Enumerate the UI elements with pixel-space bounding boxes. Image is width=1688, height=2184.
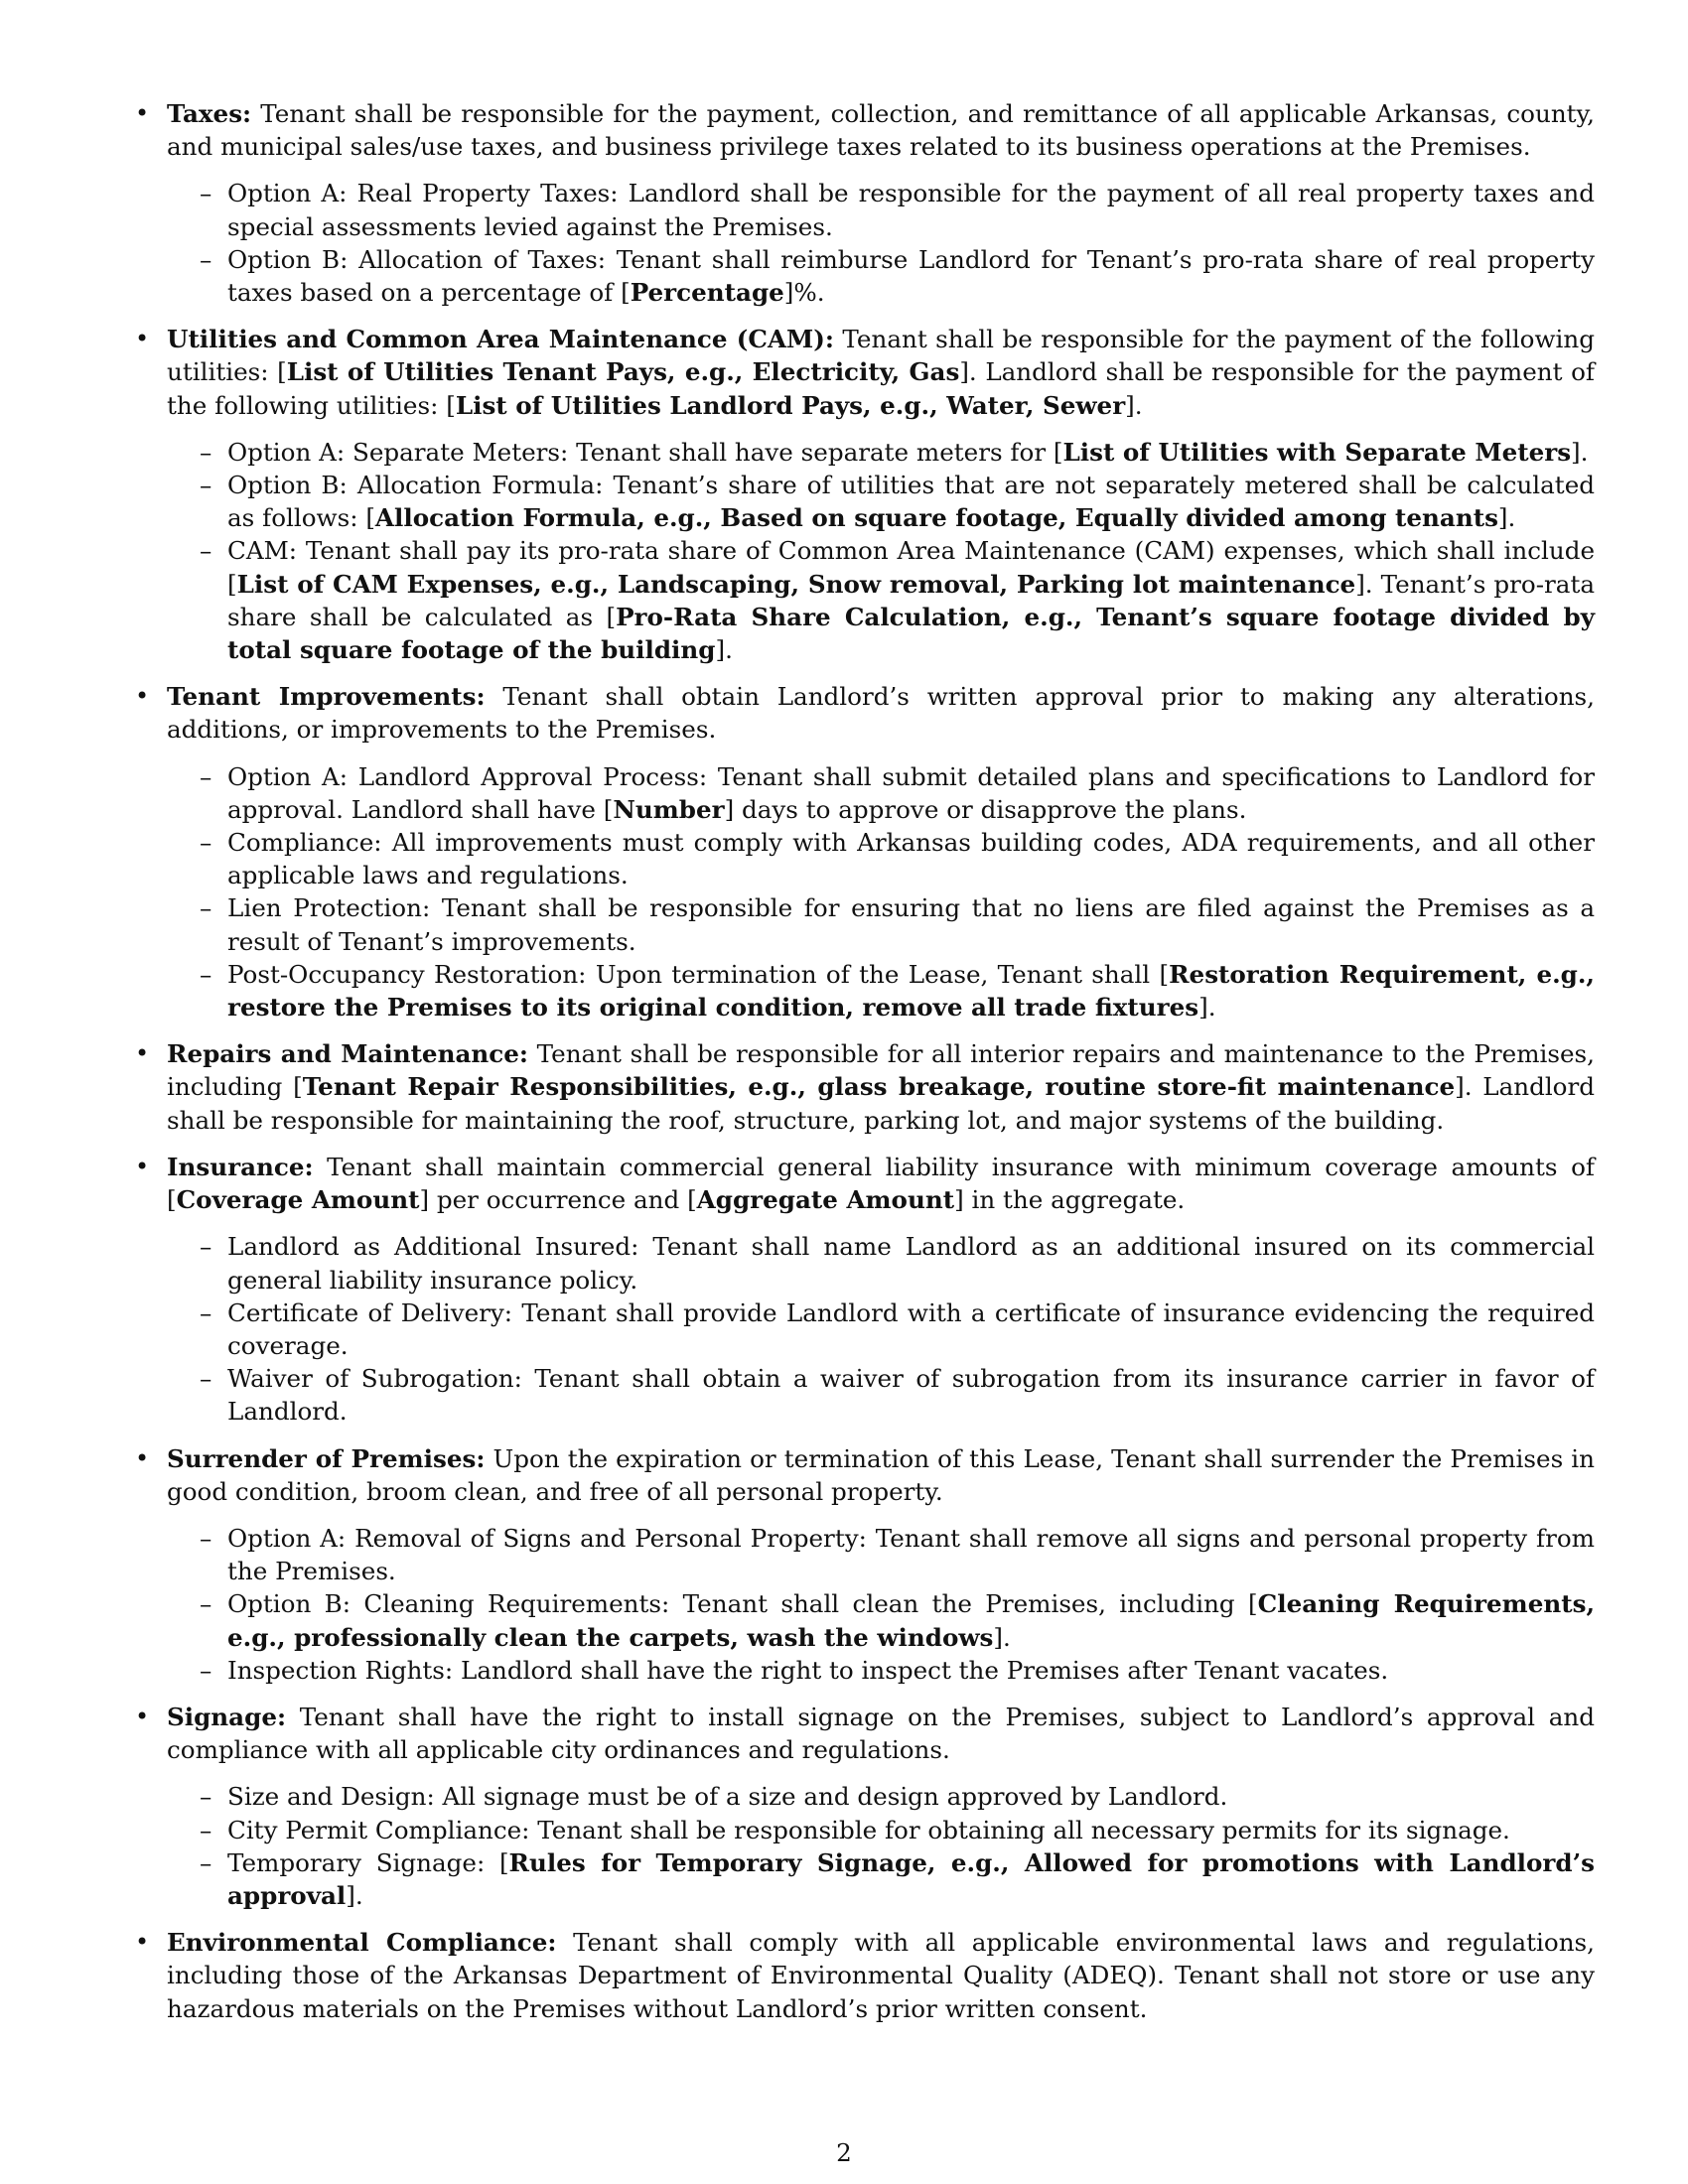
dash-icon: –: [200, 1364, 212, 1394]
dash-icon: –: [200, 179, 212, 208]
sub-list: [167, 177, 1595, 309]
sub-item: [167, 1654, 1595, 1687]
sub-item: [167, 534, 1595, 666]
text-run: ].: [1497, 503, 1516, 533]
sub-item: [167, 1814, 1595, 1846]
section-heading: Environmental Compliance:: [167, 1928, 557, 1958]
dash-icon: –: [200, 1523, 212, 1553]
section-item: [135, 323, 1595, 666]
section-item: [135, 1442, 1596, 1687]
text-run: ]. Landlord shall be responsible for the payment of the following utilities: [: [167, 357, 1595, 420]
dash-icon: –: [200, 1782, 212, 1812]
text-run: Inspection Rights: Landlord shall have the right to inspect the Premises after Tenant vacates.: [227, 1655, 1389, 1685]
dash-icon: –: [200, 828, 212, 858]
sub-item: [167, 1846, 1595, 1912]
text-run: Lien Protection: Tenant shall be responsible for ensuring that no liens are filed against the Premises as a result of Tenant’s improvements.: [227, 893, 1595, 956]
placeholder-field: Aggregate Amount: [696, 1185, 955, 1215]
dash-icon: –: [200, 536, 212, 566]
sub-list: [167, 1780, 1595, 1912]
placeholder-field: Tenant Repair Responsibilities, e.g., glass breakage, routine store-fit maintenance: [302, 1072, 1456, 1102]
placeholder-field: Pro-Rata Share Calculation, e.g., Tenant’s square footage divided by total square footage of the building: [227, 602, 1595, 665]
section-heading: Utilities and Common Area Maintenance (CAM):: [167, 325, 834, 354]
section-paragraph: [167, 97, 1595, 163]
text-run: Landlord as Additional Insured: Tenant shall name Landlord as an additional insured on its commercial general liability insurance policy.: [227, 1232, 1595, 1295]
text-run: Tenant shall obtain Landlord’s written approval prior to making any alterations, additions, or improvements to the Premises.: [167, 682, 1595, 745]
section-item: [135, 1151, 1595, 1429]
sub-item: [167, 243, 1595, 309]
text-run: Option B: Allocation Formula: Tenant’s share of utilities that are not separately metered shall be calculated as follows: [: [227, 471, 1595, 533]
dash-icon: –: [200, 761, 212, 791]
text-run: ].: [1125, 390, 1143, 420]
text-run: Option B: Allocation of Taxes: Tenant shall reimburse Landlord for Tenant’s pro-rata share of real property taxes based on a percentage of [: [227, 244, 1595, 308]
bullet-icon: •: [135, 682, 150, 711]
dash-icon: –: [200, 244, 212, 274]
text-run: Waiver of Subrogation: Tenant shall obtain a waiver of subrogation from its insurance carrier in favor of Landlord.: [227, 1364, 1595, 1427]
dash-icon: –: [200, 1589, 212, 1619]
dash-icon: –: [200, 471, 212, 500]
bullet-icon: •: [135, 325, 150, 353]
bullet-icon: •: [135, 1443, 150, 1472]
text-run: CAM: Tenant shall pay its pro-rata share of Common Area Maintenance (CAM) expenses, which shall include [: [227, 536, 1595, 599]
placeholder-field: List of Utilities with Separate Meters: [1062, 437, 1572, 467]
section-item: [135, 1037, 1595, 1137]
sub-item: [167, 1230, 1595, 1296]
text-run: Tenant shall be responsible for the payment, collection, and remittance of all applicable Arkansas, county, and municipal sales/use taxes, and business privilege taxes related to its business operations at the Premises.: [167, 99, 1595, 162]
placeholder-field: Cleaning Requirements, e.g., professionally clean the carpets, wash the windows: [227, 1589, 1596, 1652]
placeholder-field: Percentage: [630, 278, 784, 308]
section-item: [135, 97, 1595, 309]
sub-item: [167, 436, 1595, 469]
section-heading: Repairs and Maintenance:: [167, 1039, 528, 1069]
section-item: [135, 1926, 1596, 2025]
text-run: City Permit Compliance: Tenant shall be responsible for obtaining all necessary permits for its signage.: [227, 1815, 1510, 1844]
placeholder-field: List of Utilities Landlord Pays, e.g., Water, Sewer: [455, 390, 1126, 420]
section-paragraph: [167, 680, 1595, 746]
sub-item: [167, 1780, 1595, 1813]
sub-list: [167, 436, 1595, 666]
dash-icon: –: [200, 1232, 212, 1262]
section-paragraph: [167, 1151, 1595, 1216]
sub-item: [167, 891, 1595, 957]
sub-item: [167, 469, 1595, 534]
placeholder-field: Coverage Amount: [176, 1185, 420, 1215]
text-run: ].: [1198, 993, 1216, 1023]
sub-item: [167, 1297, 1595, 1362]
page-number: 2: [836, 2138, 852, 2167]
bullet-icon: •: [135, 1702, 150, 1730]
text-run: Temporary Signage: [: [227, 1847, 509, 1877]
document-body: [135, 97, 1596, 2039]
text-run: Post-Occupancy Restoration: Upon termination of the Lease, Tenant shall [: [227, 959, 1170, 989]
text-run: Tenant shall be responsible for all interior repairs and maintenance to the Premises, including [: [167, 1039, 1595, 1102]
text-run: Option A: Removal of Signs and Personal Property: Tenant shall remove all signs and personal property from the Premises.: [227, 1523, 1595, 1586]
text-run: ].: [715, 635, 733, 665]
section-paragraph: [167, 1442, 1595, 1508]
dash-icon: –: [200, 959, 212, 989]
text-run: Tenant shall have the right to install signage on the Premises, subject to Landlord’s approval and compliance with all applicable city ordinances and regulations.: [167, 1702, 1595, 1765]
section-paragraph: [167, 1701, 1595, 1766]
text-run: ].: [346, 1880, 363, 1910]
dash-icon: –: [200, 437, 212, 467]
placeholder-field: Number: [613, 794, 725, 824]
text-run: ] per occurrence and [: [419, 1185, 697, 1215]
bullet-icon: •: [135, 1928, 150, 1957]
sub-item: [167, 958, 1595, 1024]
text-run: Tenant shall be responsible for the payment of the following utilities: [: [167, 325, 1595, 387]
text-run: Option A: Separate Meters: Tenant shall have separate meters for [: [227, 437, 1063, 467]
text-run: Certificate of Delivery: Tenant shall provide Landlord with a certificate of insurance evidencing the required coverage.: [227, 1297, 1595, 1360]
sub-item: [167, 1362, 1595, 1428]
bullet-icon: •: [135, 1152, 150, 1180]
section-item: [135, 1701, 1595, 1912]
text-run: Upon the expiration or termination of this Lease, Tenant shall surrender the Premises in good condition, broom clean, and free of all personal property.: [167, 1443, 1595, 1506]
dash-icon: –: [200, 1847, 212, 1877]
dash-icon: –: [200, 1297, 212, 1327]
sub-item: [167, 1522, 1595, 1587]
placeholder-field: Allocation Formula, e.g., Based on square footage, Equally divided among tenants: [374, 503, 1498, 533]
sub-item: [167, 760, 1595, 826]
placeholder-field: Rules for Temporary Signage, e.g., Allowed for promotions with Landlord’s approval: [227, 1847, 1595, 1910]
sub-item: [167, 177, 1595, 242]
text-run: Option B: Cleaning Requirements: Tenant shall clean the Premises, including [: [227, 1589, 1258, 1619]
text-run: ] days to approve or disapprove the plans.: [724, 794, 1247, 824]
placeholder-field: Restoration Requirement, e.g., restore the Premises to its original condition, remove all trade fixtures: [227, 959, 1595, 1023]
text-run: ]%.: [783, 278, 825, 308]
bullet-icon: •: [135, 1039, 150, 1068]
text-run: Option A: Landlord Approval Process: Tenant shall submit detailed plans and specifications to Landlord for approval. Landlord shall have [: [227, 761, 1595, 824]
text-run: ].: [1571, 437, 1589, 467]
sub-list: [167, 1230, 1595, 1428]
text-run: Tenant shall comply with all applicable environmental laws and regulations, including those of the Arkansas Department of Environmental Quality (ADEQ). Tenant shall not store or use any hazardous materials on the Premises without Landlord’s prior written consent.: [167, 1928, 1596, 2023]
text-run: ] in the aggregate.: [954, 1185, 1186, 1215]
section-paragraph: [167, 323, 1595, 422]
section-heading: Tenant Improvements:: [167, 682, 486, 712]
dash-icon: –: [200, 893, 212, 923]
section-heading: Insurance:: [167, 1152, 314, 1181]
section-heading: Signage:: [167, 1702, 287, 1731]
sub-item: [167, 1587, 1595, 1653]
section-item: [135, 680, 1595, 1024]
section-paragraph: [167, 1926, 1595, 2025]
text-run: Tenant shall maintain commercial general liability insurance with minimum coverage amounts of [: [167, 1152, 1595, 1215]
sub-list: [167, 1522, 1595, 1687]
placeholder-field: List of CAM Expenses, e.g., Landscaping, Snow removal, Parking lot maintenance: [236, 569, 1356, 599]
section-heading: Surrender of Premises:: [167, 1443, 486, 1473]
sub-item: [167, 826, 1595, 891]
bullet-icon: •: [135, 99, 150, 127]
text-run: Size and Design: All signage must be of a size and design approved by Landlord.: [227, 1782, 1228, 1812]
section-heading: Taxes:: [167, 99, 252, 128]
sub-list: [167, 760, 1595, 1024]
dash-icon: –: [200, 1655, 212, 1685]
placeholder-field: List of Utilities Tenant Pays, e.g., Electricity, Gas: [286, 357, 960, 387]
text-run: ].: [993, 1622, 1011, 1652]
text-run: Compliance: All improvements must comply with Arkansas building codes, ADA requirements, and all other applicable laws and regulations.: [227, 828, 1595, 890]
text-run: Option A: Real Property Taxes: Landlord shall be responsible for the payment of all real property taxes and special assessments levied against the Premises.: [227, 179, 1595, 241]
section-paragraph: [167, 1037, 1595, 1137]
text-run: ]. Landlord shall be responsible for maintaining the roof, structure, parking lot, and major systems of the building.: [167, 1072, 1595, 1135]
text-run: ]. Tenant’s pro-rata share shall be calculated as [: [227, 569, 1595, 631]
dash-icon: –: [200, 1815, 212, 1844]
